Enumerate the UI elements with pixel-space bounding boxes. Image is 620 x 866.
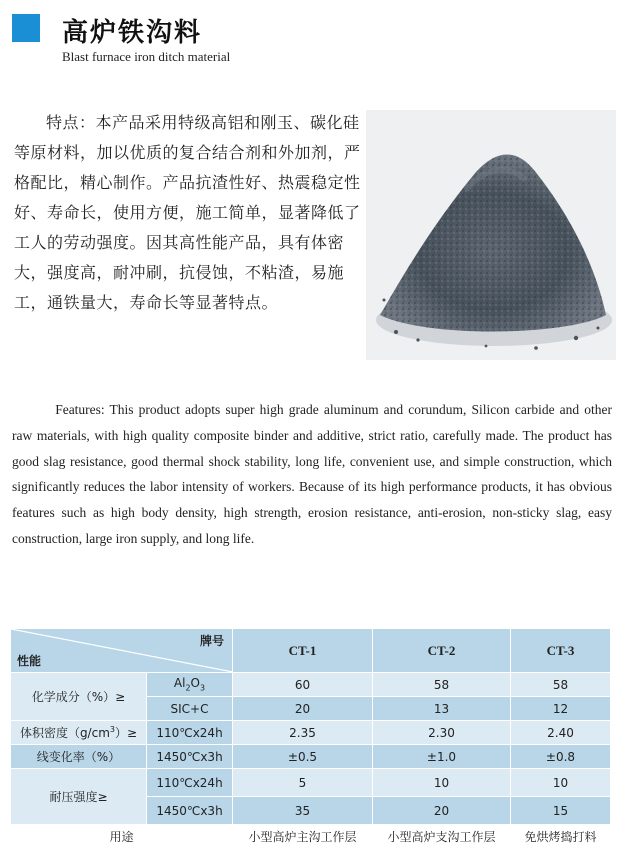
table-cell: 20 (233, 697, 373, 721)
table-cell: 60 (233, 673, 373, 697)
table-cell: ±0.5 (233, 745, 373, 769)
spec-table (10, 628, 611, 849)
table-cell: 58 (511, 673, 611, 697)
table-cell: 2.30 (373, 721, 511, 745)
table-cell: ±0.8 (511, 745, 611, 769)
description-en: Features: This product adopts super high grade aluminum and corundum, Silicon carbide and other raw materials, with high quality composite binder and additive, strict ratio, carefully made. The product has good slag resistance, good thermal shock stability, long life, convenient use, and simple construction, which significantly reduces the labor intensity of workers. Because of its high performance products, it has obvious features such as high body density, high strength, erosion resistance, anti-erosion, non-sticky slag, easy construction, large iron supply, and long life. (12, 402, 612, 546)
product-header-ct1: CT-1 (233, 629, 373, 673)
table-header-row (11, 629, 611, 673)
table-row (11, 721, 611, 745)
product-photo (366, 110, 616, 360)
description-zh: 特点：本产品采用特级高铝和刚玉、碳化硅等原材料，加以优质的复合结合剂和外加剂，严格配比，精心制作。产品抗渣性好、热震稳定性好、寿命长，使用方便，施工简单，显著降低了工人的劳动强度。因其高性能产品，具有体密大，强度高，耐冲刷，抗侵蚀，不粘渣，易施工，通铁量大，寿命长等显著特点。 (14, 113, 361, 312)
page-subtitle: Blast furnace iron ditch material (62, 49, 231, 64)
al2o3-label: $Al_2O_3$ (147, 673, 233, 697)
table-cell: 10 (511, 769, 611, 797)
table-cell: 35 (233, 797, 373, 825)
table-cell: 5 (233, 769, 373, 797)
table-cell: 15 (511, 797, 611, 825)
table-cell: 2.40 (511, 721, 611, 745)
sic-label: SIC+C (147, 697, 233, 721)
powder-pile-image (366, 110, 616, 360)
chem-label: 化学成分（%）≥ (11, 673, 147, 721)
table-cell: 10 (373, 769, 511, 797)
table-row (11, 769, 611, 797)
linear-condition: 1450℃x3h (147, 745, 233, 769)
table-cell: 20 (373, 797, 511, 825)
header-corner-cell (11, 629, 233, 673)
table-row (11, 825, 611, 849)
table-cell: 小型高炉支沟工作层 (373, 825, 511, 849)
corner-property-label: 性能 (17, 654, 42, 668)
table-cell: 2.35 (233, 721, 373, 745)
page-title: 高炉铁沟料 (62, 18, 203, 48)
density-condition: 110℃x24h (147, 721, 233, 745)
table-cell: 小型高炉主沟工作层 (233, 825, 373, 849)
table-cell: 58 (373, 673, 511, 697)
table-row (11, 745, 611, 769)
product-header-ct2: CT-2 (373, 629, 511, 673)
table-row (11, 673, 611, 697)
table-cell: 12 (511, 697, 611, 721)
corner-grade-label: 牌号 (199, 634, 224, 648)
table-cell: 免烘烤捣打料 (511, 825, 611, 849)
table-cell: ±1.0 (373, 745, 511, 769)
strength-condition-2: 1450℃x3h (147, 797, 233, 825)
strength-condition-1: 110℃x24h (147, 769, 233, 797)
linear-change-label: 线变化率（%） (11, 745, 147, 769)
title-accent-square (12, 14, 40, 42)
product-header-ct3: CT-3 (511, 629, 611, 673)
table-cell: 13 (373, 697, 511, 721)
density-label: 体积密度$(g/cm^3)\ge$ (11, 721, 147, 745)
strength-label: 耐压强度≥ (11, 769, 147, 825)
usage-label: 用途 (11, 825, 233, 849)
